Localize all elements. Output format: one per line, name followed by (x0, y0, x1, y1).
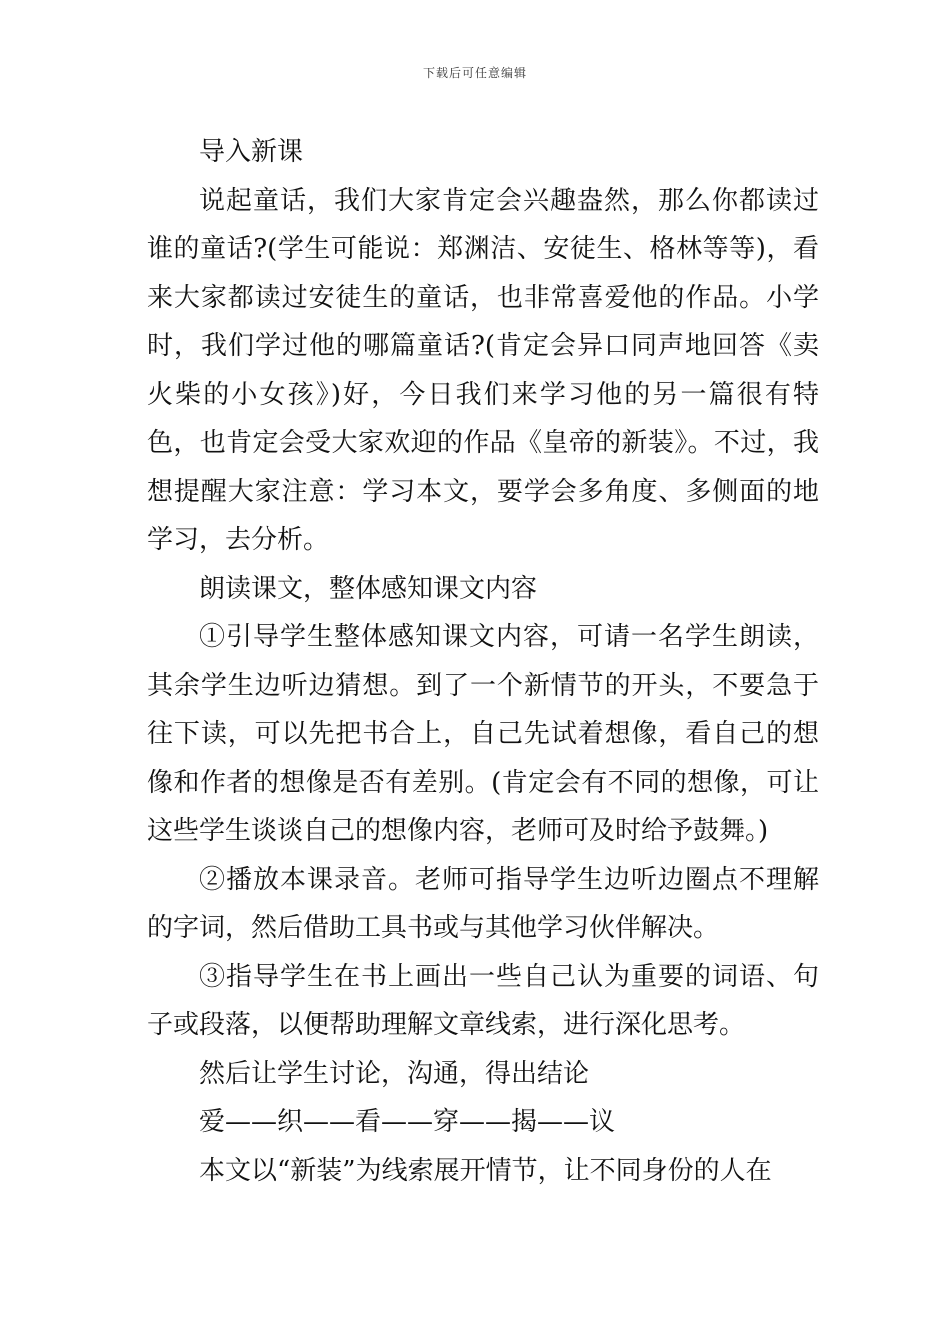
paragraph-clue: 本文以“新装”为线索展开情节，让不同身份的人在 (199, 1155, 772, 1186)
paragraph-step-1: ①引导学生整体感知课文内容，可请一名学生朗读，其余学生边听边猜想。到了一个新情节的开头，不要急于往下读，可以先把书合上，自己先试着想像，看自己的想像和作者的想像是否有差别。(肯定会有不同的想像，可让这些学生谈谈自己的想像内容，老师可及时给予鼓舞。) (147, 622, 819, 846)
paragraph-step-3: ③指导学生在书上画出一些自己认为重要的词语、句子或段落，以便帮助理解文章线索，进行深化思考。 (147, 961, 819, 1040)
page-header-note: 下载后可任意编辑 (422, 66, 527, 80)
paragraph-plot-chain: 爱——织——看——穿——揭——议 (199, 1107, 616, 1137)
paragraph-step-2: ②播放本课录音。老师可指导学生边听边圈点不理解的字词，然后借助工具书或与其他学习伙伴解决。 (147, 864, 819, 943)
paragraph-intro-body: 说起童话，我们大家肯定会兴趣盎然，那么你都读过谁的童话?(学生可能说：郑渊洁、安徒生、格林等等)，看来大家都读过安徒生的童话，也非常喜爱他的作品。小学时，我们学过他的哪篇童话?(肯定会异口同声地回答《卖火柴的小女孩》)好，今日我们来学习他的另一篇很有特色，也肯定会受大家欢迎的作品《皇帝的新装》。不过，我想提醒大家注意：学习本文，要学会多角度、多侧面的地学习，去分析。 (147, 185, 819, 555)
paragraph-intro-heading: 导入新课 (199, 137, 304, 167)
paragraph-discussion: 然后让学生讨论，沟通，得出结论 (199, 1058, 590, 1089)
document-body (147, 128, 819, 1195)
paragraph-reading-heading: 朗读课文，整体感知课文内容 (199, 573, 538, 604)
